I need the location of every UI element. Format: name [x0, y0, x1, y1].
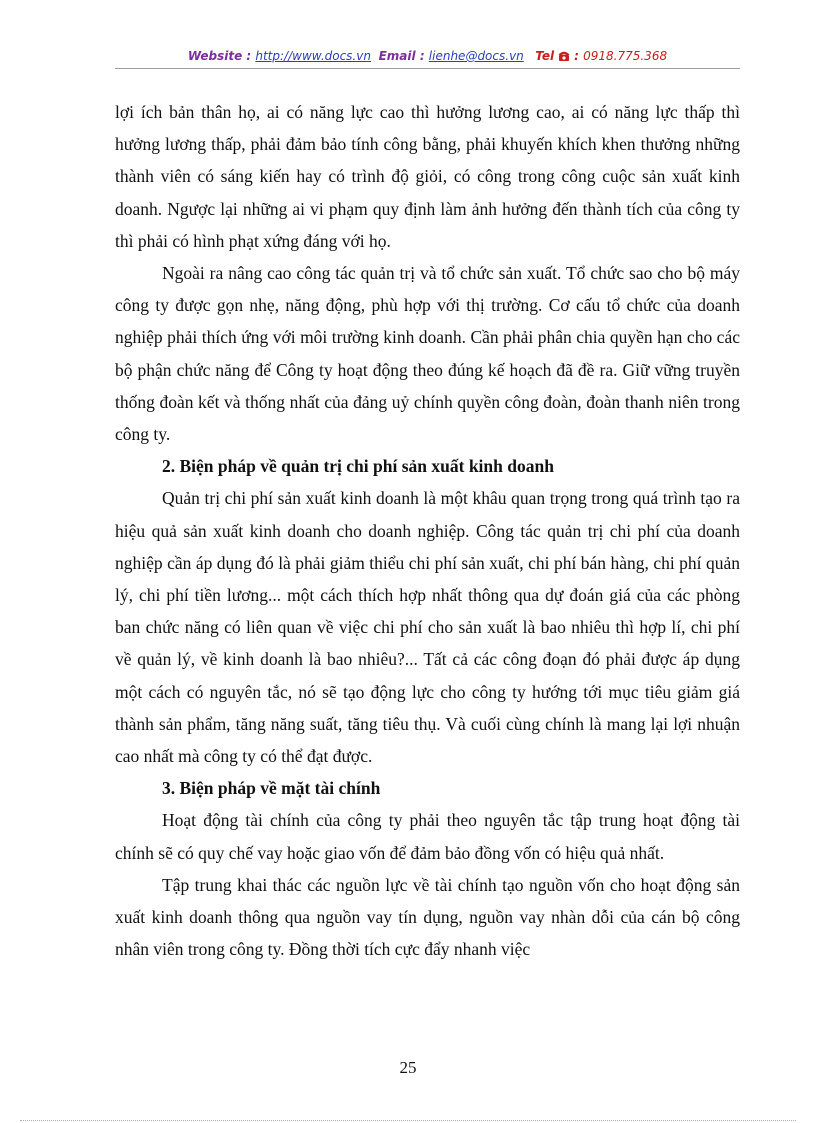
email-link[interactable]: lienhe@docs.vn	[428, 49, 524, 63]
email-separator: :	[415, 49, 429, 63]
document-body	[115, 96, 740, 965]
tel-label: Tel	[535, 49, 555, 63]
tel-separator: :	[569, 49, 584, 63]
section-heading: 3. Biện pháp về mặt tài chính	[162, 778, 381, 799]
paragraph: Ngoài ra nâng cao công tác quản trị và tổ chức sản xuất. Tổ chức sao cho bộ máy công ty được gọn nhẹ, năng động, phù hợp với thị trường. Cơ cấu tổ chức của doanh nghiệp phải thích ứng với môi trường kinh doanh. Cần phải phân chia quyền hạn cho các bộ phận chức năng để Công ty hoạt động theo đúng kế hoạch đã đề ra. Giữ vững truyền thống đoàn kết và thống nhất của đảng uỷ chính quyền công đoàn, đoàn thanh niên trong công ty.	[115, 263, 740, 445]
paragraph: Tập trung khai thác các nguồn lực về tài chính tạo nguồn vốn cho hoạt động sản xuất kinh doanh thông qua nguồn vay tín dụng, nguồn vay nhàn dỗi của cán bộ công nhân viên trong công ty. Đồng thời tích cực đẩy nhanh việc	[115, 874, 740, 960]
page-header	[115, 47, 740, 67]
website-link[interactable]: http://www.docs.vn	[255, 49, 371, 63]
email-label: Email	[378, 49, 416, 63]
phone-icon	[558, 50, 570, 61]
header-divider	[115, 68, 740, 69]
tel-number: 0918.775.368	[583, 49, 668, 63]
website-separator: :	[242, 49, 256, 63]
section-heading: 2. Biện pháp về quản trị chi phí sản xuất kinh doanh	[162, 456, 554, 477]
paragraph: Quản trị chi phí sản xuất kinh doanh là một khâu quan trọng trong quá trình tạo ra hiệu quả sản xuất kinh doanh cho doanh nghiệp. Công tác quản trị chi phí của doanh nghiệp cần áp dụng đó là phải giảm thiểu chi phí sản xuất, chi phí bán hàng, chi phí quản lý, chi phí tiền lương... một cách thích hợp nhất thông qua dự đoán giá của các phòng ban chức năng có liên quan về việc chi phí cho sản xuất là bao nhiêu thì hợp lí, chi phí về quản lý, về kinh doanh là bao nhiêu?... Tất cả các công đoạn đó phải được áp dụng một cách có nguyên tắc, nó sẽ tạo động lực cho công ty hướng tới mục tiêu giảm giá thành sản phẩm, tăng năng suất, tăng tiêu thụ. Và cuối cùng chính là mang lại lợi nhuận cao nhất mà công ty có thể đạt được.	[115, 488, 740, 767]
website-label: Website	[187, 49, 243, 63]
paragraph: lợi ích bản thân họ, ai có năng lực cao thì hưởng lương cao, ai có năng lực thấp thì hưởng lương thấp, phải đảm bảo tính công bằng, phải khuyến khích khen thưởng những thành viên có sáng kiến hay có trình độ giỏi, có công trong công cuộc sản xuất kinh doanh. Ngược lại những ai vi phạm quy định làm ảnh hưởng đến thành tích của công ty thì phải có hình phạt xứng đáng với họ.	[115, 102, 740, 251]
footer-divider	[20, 1120, 796, 1121]
paragraph: Hoạt động tài chính của công ty phải theo nguyên tắc tập trung hoạt động tài chính sẽ có quy chế vay hoặc giao vốn để đảm bảo đồng vốn có hiệu quả nhất.	[115, 810, 740, 863]
page-number: 25	[399, 1058, 417, 1077]
